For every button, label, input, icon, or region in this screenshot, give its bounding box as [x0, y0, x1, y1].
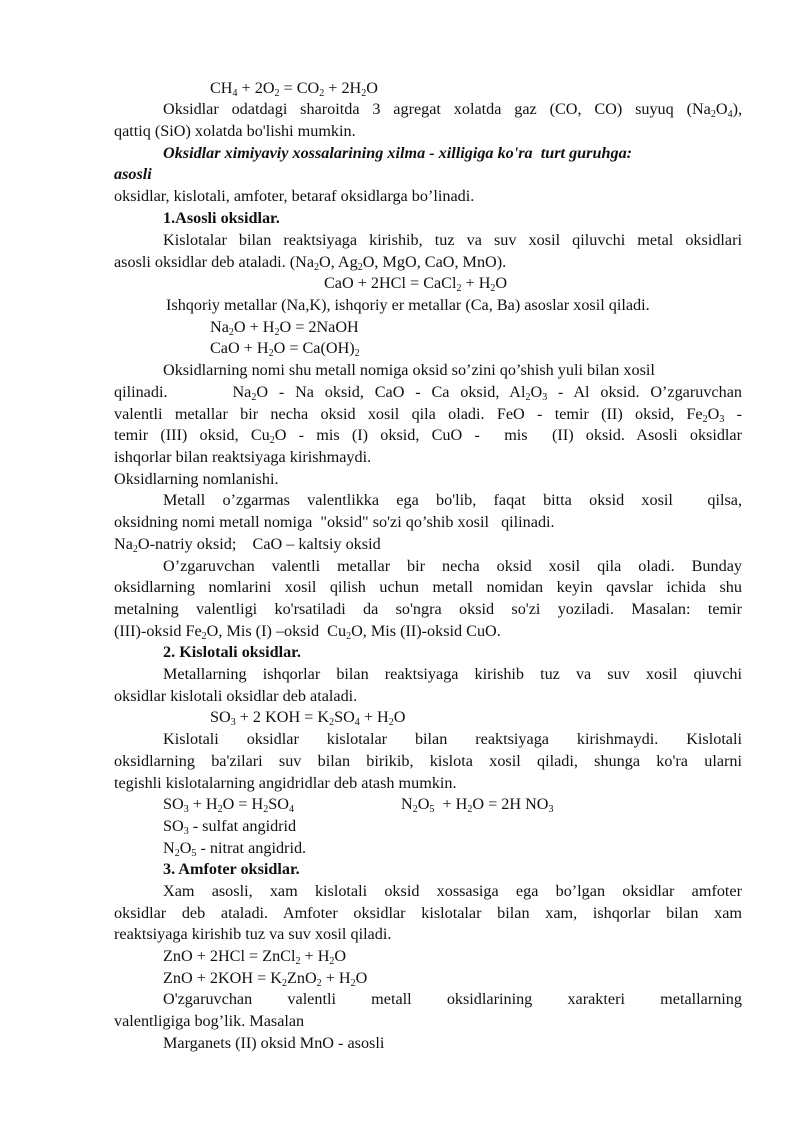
section-intro-heading-cont: asosli: [114, 165, 152, 183]
paragraph-line: asosli oksidlar deb ataladi. ($Na_2O$, $Ag_2O$, MgO, CaO, MnO).: [114, 253, 507, 273]
paragraph-line: temir (III) oksid, $Cu_2O$ - mis (I) oksid, CuO - mis (II) oksid. Asosli oksidlar: [114, 426, 742, 446]
paragraph-line: oksidlarning ba'zilari suv bilan birikib, kislota xosil qiladi, shunga ko'ra ularni: [114, 752, 742, 770]
paragraph-line: oksidlarning nomlarini xosil qilish uchun metall nomidan keyin qavslar ichida shu: [114, 578, 742, 596]
equation-line: $SO_3 + 2$ KOH = $K_2SO_4 + H_2O$: [210, 708, 406, 728]
paragraph-line: (III)-oksid $Fe_2O$, Mis (I) –oksid $Cu_2O$, Mis (II)-oksid CuO.: [114, 622, 501, 642]
paragraph-line: Metallarning ishqorlar bilan reaktsiyaga kirishib tuz va suv xosil qiuvchi: [163, 665, 742, 683]
equation-line: $SO_3 + H_2O = H_2SO_4$: [163, 795, 294, 815]
equation-line: ZnO + 2HCl = ZnCl$_2$ + $H_2O$: [163, 947, 347, 967]
heading-basic-oxides: 1.Asosli oksidlar.: [163, 209, 280, 227]
paragraph-line: Marganets (II) oksid MnO - asosli: [163, 1034, 385, 1052]
equation-line: $Na_2O + H_2O$ = 2NaOH: [210, 318, 359, 338]
paragraph-line: $Na_2O$-natriy oksid; CaO – kaltsiy oksid: [114, 535, 381, 555]
paragraph-line: oksidning nomi metall nomiga "oksid" so'zi qo’shib xosil qilinadi.: [114, 513, 555, 531]
paragraph-line: O'zgaruvchan valentli metall oksidlarining xarakteri metallarning: [163, 990, 742, 1008]
paragraph-line: oksidlar kislotali oksidlar deb ataladi.: [114, 687, 358, 705]
equation-line: CaO + $H_2O = Ca(OH)_2$: [210, 339, 360, 359]
paragraph-line: qilinadi. $Na_2O$ - Na oksid, CaO - Ca oksid, $Al_2O_3$ - Al oksid. O’zgaruvchan: [114, 383, 742, 403]
heading-amphoteric-oxides: 3. Amfoter oksidlar.: [163, 860, 300, 878]
equation-line: CaO + 2HCl = CaCl$_2$ + $H_2O$: [324, 274, 508, 294]
paragraph-line: Kislotalar bilan reaktsiyaga kirishib, tuz va suv xosil qiluvchi metal oksidlari: [163, 231, 742, 249]
paragraph-line: ishqorlar bilan reaktsiyaga kirishmaydi.: [114, 448, 372, 466]
section-intro-heading: Oksidlar ximiyaviy xossalarining xilma - xilligiga ko'ra turt guruhga:: [163, 144, 633, 162]
paragraph-line: O’zgaruvchan valentli metallar bir necha oksid xosil qila oladi. Bunday: [163, 557, 742, 575]
paragraph-line: Kislotali oksidlar kislotalar bilan reaktsiyaga kirishmaydi. Kislotali: [163, 730, 742, 748]
equation-methane-combustion: $CH_4 + 2O_2 = CO_2 + 2H_2O$: [210, 79, 378, 99]
paragraph-line: Oksidlar odatdagi sharoitda 3 agregat xolatda gaz (CO, CO) suyuq $(Na_2O_4)$,: [163, 100, 742, 120]
paragraph-line: valentli metallar bir necha oksid xosil qila oladi. FeO - temir (II) oksid, $Fe_2O_3$ -: [114, 405, 742, 425]
paragraph-line: oksidlar deb ataladi. Amfoter oksidlar kislotalar bilan xam, ishqorlar bilan xam: [114, 904, 742, 922]
paragraph-line: valentligiga bog’lik. Masalan: [114, 1012, 305, 1030]
paragraph-line: qattiq (SiO) xolatda bo'lishi mumkin.: [114, 122, 356, 140]
paragraph-line: oksidlar, kislotali, amfoter, betaraf oksidlarga bo’linadi.: [114, 187, 475, 205]
paragraph-line: tegishli kislotalarning angidridlar deb atash mumkin.: [114, 774, 457, 792]
paragraph-line: Metall o’zgarmas valentlikka ega bo'lib, faqat bitta oksid xosil qilsa,: [163, 491, 742, 509]
definition-line: $N_2O_5$ - nitrat angidrid.: [163, 839, 307, 859]
paragraph-line: reaktsiyaga kirishib tuz va suv xosil qiladi.: [114, 925, 392, 943]
equation-line: $N_2O_5 + H_2O = 2H$ $NO_3$: [401, 795, 554, 815]
paragraph-line: Xam asosli, xam kislotali oksid xossasiga ega bo’lgan oksidlar amfoter: [163, 882, 742, 900]
paragraph-line: Ishqoriy metallar (Na,K), ishqoriy er metallar (Ca, Ba) asoslar xosil qiladi.: [166, 296, 650, 314]
paragraph-line: Oksidlarning nomi shu metall nomiga oksid so’zini qo’shish yuli bilan xosil: [163, 361, 655, 379]
subheading-naming: Oksidlarning nomlanishi.: [114, 470, 279, 488]
definition-line: $SO_3$ - sulfat angidrid: [163, 817, 297, 837]
heading-acidic-oxides: 2. Kislotali oksidlar.: [163, 643, 301, 661]
paragraph-line: metalning valentligi ko'rsatiladi da so'ngra oksid so'zi yoziladi. Masalan: temir: [114, 600, 742, 618]
equation-line: ZnO + $2KOH = K_2ZnO_2 + H_2O$: [163, 969, 368, 989]
